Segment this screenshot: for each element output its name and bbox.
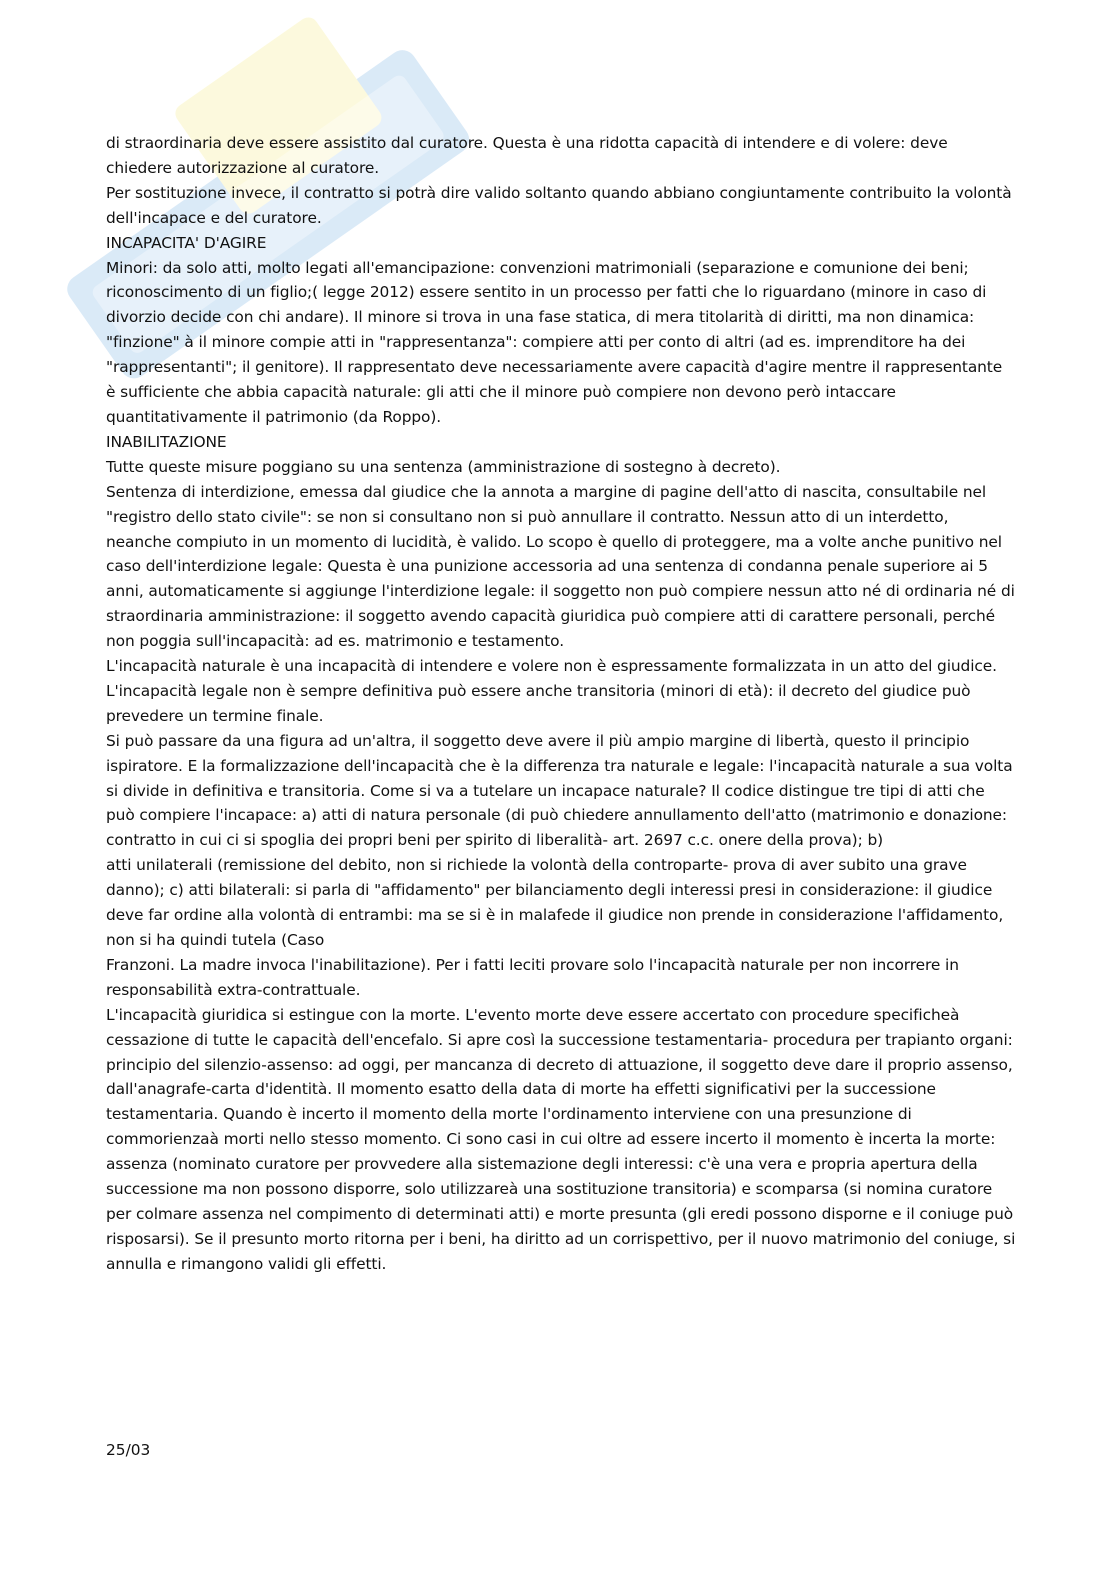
paragraph: Franzoni. La madre invoca l'inabilitazione). Per i fatti leciti provare solo l'incapacità naturale per non incorrere in responsabilità extra-contrattuale. xyxy=(106,955,959,999)
paragraph: Tutte queste misure poggiano su una sentenza (amministrazione di sostegno à decreto). xyxy=(106,457,781,476)
paragraph: L'incapacità naturale è una incapacità di intendere e volere non è espressamente formalizzata in un atto del giudice. L'incapacità legale non è sempre definitiva può essere anche transitoria (minori di età): il decreto del giudice può prevedere un termine finale. xyxy=(106,657,997,725)
paragraph: Minori: da solo atti, molto legati all'emancipazione: convenzioni matrimoniali (separazione e comunione dei beni; riconoscimento di un figlio;( legge 2012) essere sentito in un processo per fatti che lo riguardano (minore in caso di divorzio decide con chi andare). Il minore si trova in una fase statica, di mera titolarità di diritti, ma non dinamica: "finzione" à il minore compie atti in "rappresentanza": compiere atti per conto di altri (ad es. imprenditore ha dei "rappresentanti"; il genitore). Il rappresentato deve necessariamente avere capacità d'agire mentre il rappresentante è sufficiente che abbia capacità naturale: gli atti che il minore può compiere non devono però intaccare quantitativamente il patrimonio (da Roppo). xyxy=(106,258,1003,426)
section-heading: INABILITAZIONE xyxy=(106,432,227,451)
document-body xyxy=(106,131,1016,1277)
paragraph: di straordinaria deve essere assistito dal curatore. Questa è una ridotta capacità di intendere e di volere: deve chiedere autorizzazione al curatore. xyxy=(106,134,948,177)
paragraph: atti unilaterali (remissione del debito, non si richiede la volontà della controparte- prova di aver subito una grave danno); c) atti bilaterali: si parla di "affidamento" per bilanciamento degli interessi presi in considerazione: il giudice deve far ordine alla volontà di entrambi: ma se si è in malafede il giudice non prende in considerazione l'affidamento, non si ha quindi tutela (Caso xyxy=(106,856,1004,949)
paragraph: Per sostituzione invece, il contratto si potrà dire valido soltanto quando abbiano congiuntamente contribuito la volontà dell'incapace e del curatore. xyxy=(106,183,1012,227)
lecture-date: 25/03 xyxy=(106,1441,151,1459)
paragraph: Sentenza di interdizione, emessa dal giudice che la annota a margine di pagine dell'atto di nascita, consultabile nel "registro dello stato civile": se non si consultano non si può annullare il contratto. Nessun atto di un interdetto, neanche compiuto in un momento di lucidità, è valido. Lo scopo è quello di proteggere, ma a volte anche punitivo nel caso dell'interdizione legale: Questa è una punizione accessoria ad una sentenza di condanna penale superiore ai 5 anni, automaticamente si aggiunge l'interdizione legale: il soggetto non può compiere nessun atto né di ordinaria né di straordinaria amministrazione: il soggetto avendo capacità giuridica può compiere atti di carattere personali, perché non poggia sull'incapacità: ad es. matrimonio e testamento. xyxy=(106,482,1015,651)
paragraph: L'incapacità giuridica si estingue con la morte. L'evento morte deve essere accertato con procedure specificheà cessazione di tutte le capacità dell'encefalo. Si apre così la successione testamentaria- procedura per trapianto organi: principio del silenzio-assenso: ad oggi, per mancanza di decreto di attuazione, il soggetto deve dare il proprio assenso, dall'anagrafe-carta d'identità. Il momento esatto della data di morte ha effetti significativi per la successione testamentaria. Quando è incerto il momento della morte l'ordinamento interviene con una presunzione di commorienzaà morti nello stesso momento. Ci sono casi in cui oltre ad essere incerto il momento è incerta la morte: assenza (nominato curatore per provvedere alla sistemazione degli interessi: c'è una vera e propria apertura della successione ma non possono disporre, solo utilizzareà una sostituzione transitoria) e scomparsa (si nomina curatore per colmare assenza nel compimento di determinati atti) e morte presunta (gli eredi possono disporne e il coniuge può risposarsi). Se il presunto morto ritorna per i beni, ha diritto ad un corrispettivo, per il nuovo matrimonio del coniuge, si annulla e rimangono validi gli effetti. xyxy=(106,1005,1016,1273)
section-heading: INCAPACITA' D'AGIRE xyxy=(106,233,267,252)
paragraph: Si può passare da una figura ad un'altra, il soggetto deve avere il più ampio margine di libertà, questo il principio ispiratore. E la formalizzazione dell'incapacità che è la differenza tra naturale e legale: l'incapacità naturale a sua volta si divide in definitiva e transitoria. Come si va a tutelare un incapace naturale? Il codice distingue tre tipi di atti che può compiere l'incapace: a) atti di natura personale (di può chiedere annullamento dell'atto (matrimonio e donazione: contratto in cui ci si spoglia dei propri beni per spirito di liberalità- art. 2697 c.c. onere della prova); b) xyxy=(106,731,1013,850)
